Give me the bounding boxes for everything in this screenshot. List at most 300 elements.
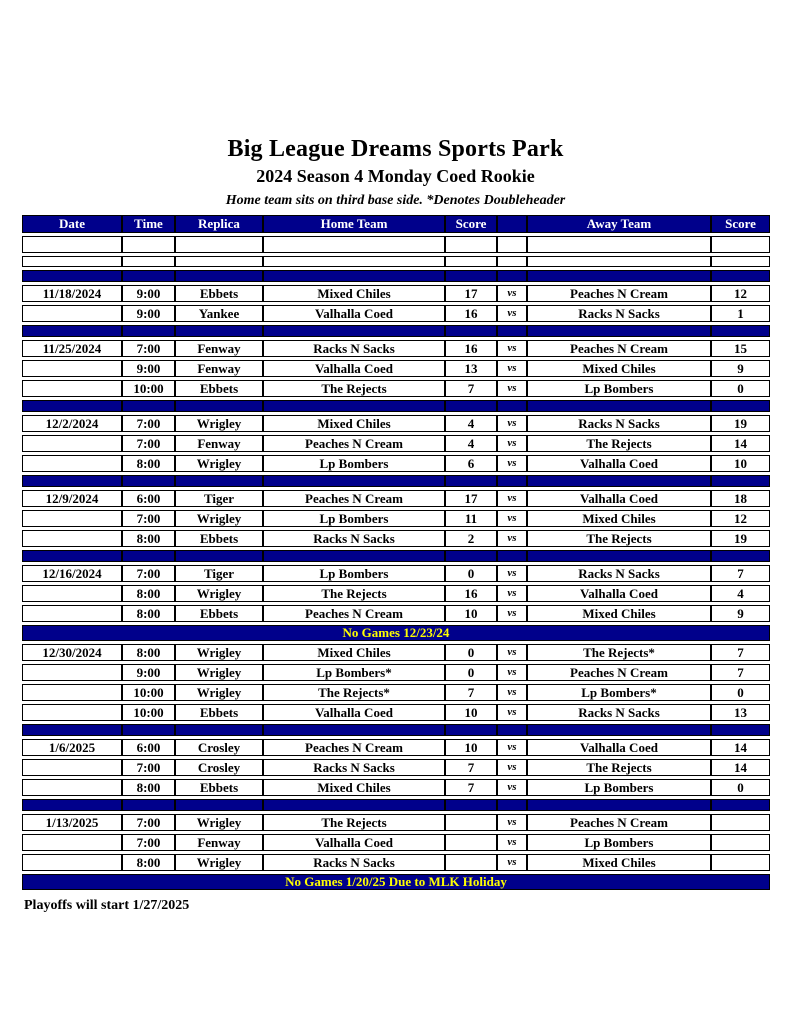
date-cell: [22, 510, 122, 527]
home-score-cell: 7: [445, 684, 497, 701]
replica-cell: Ebbets: [175, 605, 263, 622]
separator-cell: [263, 724, 445, 736]
empty-cell: [122, 236, 175, 253]
home-team-cell: The Rejects: [263, 380, 445, 397]
home-score-cell: 17: [445, 285, 497, 302]
empty-cell: [263, 256, 445, 267]
replica-cell: Wrigley: [175, 644, 263, 661]
away-score-cell: 15: [711, 340, 770, 357]
time-cell: 9:00: [122, 305, 175, 322]
vs-cell: vs: [497, 530, 527, 547]
home-score-cell: 0: [445, 664, 497, 681]
empty-cell: [122, 256, 175, 267]
separator-cell: [122, 325, 175, 337]
notice-row: [22, 874, 770, 890]
separator-cell: [263, 550, 445, 562]
home-team-cell: Peaches N Cream: [263, 605, 445, 622]
away-score-cell: 10: [711, 455, 770, 472]
away-score-cell: 1: [711, 305, 770, 322]
date-cell: [22, 779, 122, 796]
away-team-cell: Lp Bombers*: [527, 684, 711, 701]
separator-cell: [497, 550, 527, 562]
separator-row: [22, 325, 770, 337]
away-team-cell: Mixed Chiles: [527, 605, 711, 622]
empty-cell: [527, 236, 711, 253]
home-team-cell: Racks N Sacks: [263, 530, 445, 547]
vs-cell: vs: [497, 305, 527, 322]
home-team-cell: Valhalla Coed: [263, 305, 445, 322]
vs-cell: vs: [497, 664, 527, 681]
separator-cell: [445, 475, 497, 487]
away-score-cell: [711, 854, 770, 871]
separator-cell: [445, 325, 497, 337]
time-cell: 10:00: [122, 380, 175, 397]
time-cell: 9:00: [122, 285, 175, 302]
separator-cell: [122, 400, 175, 412]
home-team-cell: Peaches N Cream: [263, 739, 445, 756]
separator-cell: [445, 724, 497, 736]
separator-cell: [22, 724, 122, 736]
vs-cell: vs: [497, 565, 527, 582]
replica-cell: Wrigley: [175, 585, 263, 602]
replica-cell: Wrigley: [175, 684, 263, 701]
date-cell: 1/13/2025: [22, 814, 122, 831]
away-score-cell: 4: [711, 585, 770, 602]
vs-cell: vs: [497, 285, 527, 302]
date-cell: 12/30/2024: [22, 644, 122, 661]
home-team-cell: Mixed Chiles: [263, 285, 445, 302]
game-row: [22, 510, 770, 527]
replica-cell: Ebbets: [175, 380, 263, 397]
vs-cell: vs: [497, 854, 527, 871]
away-score-cell: 0: [711, 684, 770, 701]
home-score-cell: 7: [445, 759, 497, 776]
header-row: [22, 215, 770, 233]
separator-cell: [711, 475, 770, 487]
time-cell: 7:00: [122, 415, 175, 432]
separator-cell: [263, 400, 445, 412]
separator-row: [22, 799, 770, 811]
home-score-cell: 11: [445, 510, 497, 527]
game-row: [22, 285, 770, 302]
date-cell: [22, 530, 122, 547]
replica-cell: Wrigley: [175, 664, 263, 681]
separator-cell: [711, 270, 770, 282]
col-header-away-score: Score: [711, 215, 770, 233]
date-cell: [22, 305, 122, 322]
game-row: [22, 490, 770, 507]
away-score-cell: 14: [711, 759, 770, 776]
no-games-notice: No Games 1/20/25 Due to MLK Holiday: [22, 874, 770, 890]
empty-cell: [445, 236, 497, 253]
separator-row: [22, 550, 770, 562]
home-team-note: Home team sits on third base side. *Denotes Doubleheader: [225, 193, 566, 208]
away-score-cell: 12: [711, 285, 770, 302]
away-team-cell: Racks N Sacks: [527, 305, 711, 322]
col-header-home-score: Score: [445, 215, 497, 233]
vs-cell: vs: [497, 644, 527, 661]
game-row: [22, 704, 770, 721]
replica-cell: Crosley: [175, 759, 263, 776]
home-score-cell: 7: [445, 380, 497, 397]
date-cell: [22, 664, 122, 681]
home-score-cell: 16: [445, 340, 497, 357]
away-team-cell: The Rejects: [527, 759, 711, 776]
vs-cell: vs: [497, 490, 527, 507]
col-header-time: Time: [122, 215, 175, 233]
empty-cell: [22, 236, 122, 253]
replica-cell: Wrigley: [175, 854, 263, 871]
home-score-cell: [445, 814, 497, 831]
away-score-cell: 7: [711, 644, 770, 661]
separator-cell: [445, 270, 497, 282]
game-row: [22, 814, 770, 831]
separator-cell: [122, 550, 175, 562]
game-row: [22, 380, 770, 397]
away-team-cell: The Rejects: [527, 530, 711, 547]
replica-cell: Wrigley: [175, 455, 263, 472]
schedule-table: [22, 212, 770, 893]
no-games-notice: No Games 12/23/24: [22, 625, 770, 641]
home-score-cell: [445, 854, 497, 871]
game-row: [22, 664, 770, 681]
empty-cell: [497, 256, 527, 267]
col-header-home-team: Home Team: [263, 215, 445, 233]
separator-cell: [711, 550, 770, 562]
separator-cell: [175, 550, 263, 562]
separator-cell: [527, 400, 711, 412]
empty-cell: [175, 236, 263, 253]
game-row: [22, 305, 770, 322]
away-score-cell: 0: [711, 779, 770, 796]
date-cell: [22, 585, 122, 602]
replica-cell: Crosley: [175, 739, 263, 756]
separator-row: [22, 475, 770, 487]
replica-cell: Yankee: [175, 305, 263, 322]
home-team-cell: Racks N Sacks: [263, 854, 445, 871]
home-team-cell: Lp Bombers: [263, 510, 445, 527]
game-row: [22, 435, 770, 452]
separator-cell: [445, 799, 497, 811]
notice-row: [22, 625, 770, 641]
replica-cell: Ebbets: [175, 779, 263, 796]
empty-cell: [263, 236, 445, 253]
vs-cell: vs: [497, 834, 527, 851]
date-cell: [22, 435, 122, 452]
time-cell: 6:00: [122, 739, 175, 756]
time-cell: 7:00: [122, 340, 175, 357]
away-score-cell: 7: [711, 664, 770, 681]
page-subtitle: 2024 Season 4 Monday Coed Rookie: [256, 166, 535, 186]
separator-row: [22, 400, 770, 412]
time-cell: 8:00: [122, 455, 175, 472]
separator-cell: [263, 799, 445, 811]
separator-cell: [22, 475, 122, 487]
replica-cell: Wrigley: [175, 814, 263, 831]
game-row: [22, 340, 770, 357]
separator-cell: [263, 325, 445, 337]
date-cell: [22, 854, 122, 871]
vs-cell: vs: [497, 380, 527, 397]
home-score-cell: 0: [445, 644, 497, 661]
home-score-cell: 13: [445, 360, 497, 377]
replica-cell: Fenway: [175, 360, 263, 377]
separator-cell: [527, 475, 711, 487]
home-team-cell: Valhalla Coed: [263, 360, 445, 377]
col-header-date: Date: [22, 215, 122, 233]
home-team-cell: Valhalla Coed: [263, 834, 445, 851]
date-cell: [22, 605, 122, 622]
time-cell: 10:00: [122, 684, 175, 701]
away-team-cell: Racks N Sacks: [527, 565, 711, 582]
empty-cell: [711, 236, 770, 253]
replica-cell: Ebbets: [175, 530, 263, 547]
separator-cell: [497, 799, 527, 811]
date-cell: 11/18/2024: [22, 285, 122, 302]
vs-cell: vs: [497, 684, 527, 701]
time-cell: 8:00: [122, 644, 175, 661]
time-cell: 7:00: [122, 565, 175, 582]
time-cell: 10:00: [122, 704, 175, 721]
away-score-cell: 13: [711, 704, 770, 721]
away-score-cell: 0: [711, 380, 770, 397]
replica-cell: Fenway: [175, 834, 263, 851]
game-row: [22, 644, 770, 661]
date-cell: 12/9/2024: [22, 490, 122, 507]
home-team-cell: Racks N Sacks: [263, 340, 445, 357]
home-team-cell: Mixed Chiles: [263, 415, 445, 432]
separator-cell: [497, 400, 527, 412]
replica-cell: Fenway: [175, 340, 263, 357]
separator-cell: [122, 475, 175, 487]
separator-cell: [497, 475, 527, 487]
date-cell: [22, 455, 122, 472]
date-cell: [22, 759, 122, 776]
separator-cell: [175, 325, 263, 337]
home-team-cell: Lp Bombers: [263, 455, 445, 472]
separator-row: [22, 724, 770, 736]
vs-cell: vs: [497, 605, 527, 622]
game-row: [22, 834, 770, 851]
separator-cell: [711, 799, 770, 811]
away-team-cell: The Rejects: [527, 435, 711, 452]
home-score-cell: 0: [445, 565, 497, 582]
time-cell: 8:00: [122, 605, 175, 622]
separator-cell: [527, 724, 711, 736]
separator-cell: [711, 325, 770, 337]
time-cell: 9:00: [122, 360, 175, 377]
away-score-cell: 7: [711, 565, 770, 582]
game-row: [22, 455, 770, 472]
home-team-cell: Valhalla Coed: [263, 704, 445, 721]
separator-cell: [22, 799, 122, 811]
vs-cell: vs: [497, 814, 527, 831]
away-score-cell: [711, 834, 770, 851]
separator-cell: [497, 724, 527, 736]
separator-cell: [22, 550, 122, 562]
game-row: [22, 684, 770, 701]
time-cell: 7:00: [122, 759, 175, 776]
away-team-cell: Peaches N Cream: [527, 285, 711, 302]
away-score-cell: 9: [711, 360, 770, 377]
away-score-cell: 14: [711, 435, 770, 452]
page-title: Big League Dreams Sports Park: [227, 136, 564, 162]
home-team-cell: Peaches N Cream: [263, 490, 445, 507]
playoffs-note: Playoffs will start 1/27/2025: [24, 898, 190, 913]
home-score-cell: 17: [445, 490, 497, 507]
separator-cell: [122, 724, 175, 736]
empty-row: [22, 256, 770, 267]
vs-cell: vs: [497, 585, 527, 602]
home-score-cell: 4: [445, 435, 497, 452]
home-team-cell: Peaches N Cream: [263, 435, 445, 452]
away-team-cell: Racks N Sacks: [527, 704, 711, 721]
separator-cell: [122, 270, 175, 282]
game-row: [22, 854, 770, 871]
replica-cell: Ebbets: [175, 285, 263, 302]
date-cell: 1/6/2025: [22, 739, 122, 756]
replica-cell: Tiger: [175, 565, 263, 582]
replica-cell: Ebbets: [175, 704, 263, 721]
home-team-cell: Mixed Chiles: [263, 779, 445, 796]
separator-cell: [175, 475, 263, 487]
time-cell: 9:00: [122, 664, 175, 681]
away-score-cell: 9: [711, 605, 770, 622]
home-score-cell: 6: [445, 455, 497, 472]
home-score-cell: 10: [445, 739, 497, 756]
game-row: [22, 585, 770, 602]
separator-cell: [22, 325, 122, 337]
col-header-vs: [497, 215, 527, 233]
away-score-cell: [711, 814, 770, 831]
separator-cell: [497, 325, 527, 337]
separator-cell: [175, 270, 263, 282]
separator-cell: [445, 550, 497, 562]
time-cell: 7:00: [122, 510, 175, 527]
empty-cell: [711, 256, 770, 267]
time-cell: 8:00: [122, 585, 175, 602]
vs-cell: vs: [497, 779, 527, 796]
home-team-cell: The Rejects: [263, 814, 445, 831]
empty-cell: [497, 236, 527, 253]
away-score-cell: 19: [711, 415, 770, 432]
time-cell: 7:00: [122, 834, 175, 851]
empty-cell: [22, 256, 122, 267]
home-score-cell: 4: [445, 415, 497, 432]
vs-cell: vs: [497, 360, 527, 377]
col-header-replica: Replica: [175, 215, 263, 233]
home-team-cell: The Rejects: [263, 585, 445, 602]
date-cell: 12/2/2024: [22, 415, 122, 432]
away-team-cell: Valhalla Coed: [527, 490, 711, 507]
home-team-cell: Racks N Sacks: [263, 759, 445, 776]
vs-cell: vs: [497, 759, 527, 776]
away-team-cell: Valhalla Coed: [527, 585, 711, 602]
away-score-cell: 12: [711, 510, 770, 527]
separator-cell: [263, 270, 445, 282]
time-cell: 8:00: [122, 854, 175, 871]
away-team-cell: Valhalla Coed: [527, 739, 711, 756]
home-score-cell: 16: [445, 585, 497, 602]
separator-cell: [497, 270, 527, 282]
separator-cell: [527, 325, 711, 337]
away-team-cell: The Rejects*: [527, 644, 711, 661]
away-score-cell: 14: [711, 739, 770, 756]
game-row: [22, 565, 770, 582]
away-team-cell: Lp Bombers: [527, 834, 711, 851]
home-score-cell: 2: [445, 530, 497, 547]
home-score-cell: 16: [445, 305, 497, 322]
separator-cell: [263, 475, 445, 487]
game-row: [22, 739, 770, 756]
game-row: [22, 360, 770, 377]
replica-cell: Wrigley: [175, 415, 263, 432]
separator-cell: [527, 799, 711, 811]
vs-cell: vs: [497, 415, 527, 432]
date-cell: [22, 834, 122, 851]
separator-cell: [175, 400, 263, 412]
game-row: [22, 779, 770, 796]
time-cell: 7:00: [122, 435, 175, 452]
away-team-cell: Peaches N Cream: [527, 814, 711, 831]
date-cell: [22, 360, 122, 377]
home-score-cell: 10: [445, 704, 497, 721]
game-row: [22, 605, 770, 622]
away-team-cell: Mixed Chiles: [527, 360, 711, 377]
date-cell: [22, 704, 122, 721]
replica-cell: Wrigley: [175, 510, 263, 527]
vs-cell: vs: [497, 340, 527, 357]
separator-cell: [22, 400, 122, 412]
away-score-cell: 18: [711, 490, 770, 507]
vs-cell: vs: [497, 739, 527, 756]
home-team-cell: Lp Bombers*: [263, 664, 445, 681]
away-team-cell: Mixed Chiles: [527, 854, 711, 871]
col-header-away-team: Away Team: [527, 215, 711, 233]
home-score-cell: 7: [445, 779, 497, 796]
separator-cell: [445, 400, 497, 412]
home-score-cell: [445, 834, 497, 851]
separator-row: [22, 270, 770, 282]
game-row: [22, 415, 770, 432]
separator-cell: [711, 724, 770, 736]
home-score-cell: 10: [445, 605, 497, 622]
away-team-cell: Lp Bombers: [527, 380, 711, 397]
away-team-cell: Lp Bombers: [527, 779, 711, 796]
away-team-cell: Peaches N Cream: [527, 340, 711, 357]
separator-cell: [527, 270, 711, 282]
replica-cell: Tiger: [175, 490, 263, 507]
time-cell: 8:00: [122, 530, 175, 547]
separator-cell: [175, 724, 263, 736]
time-cell: 7:00: [122, 814, 175, 831]
separator-cell: [22, 270, 122, 282]
game-row: [22, 530, 770, 547]
separator-cell: [527, 550, 711, 562]
empty-cell: [445, 256, 497, 267]
separator-cell: [122, 799, 175, 811]
empty-row: [22, 236, 770, 253]
separator-cell: [711, 400, 770, 412]
date-cell: 11/25/2024: [22, 340, 122, 357]
away-team-cell: Valhalla Coed: [527, 455, 711, 472]
vs-cell: vs: [497, 455, 527, 472]
home-team-cell: The Rejects*: [263, 684, 445, 701]
away-score-cell: 19: [711, 530, 770, 547]
date-cell: 12/16/2024: [22, 565, 122, 582]
away-team-cell: Peaches N Cream: [527, 664, 711, 681]
home-team-cell: Lp Bombers: [263, 565, 445, 582]
